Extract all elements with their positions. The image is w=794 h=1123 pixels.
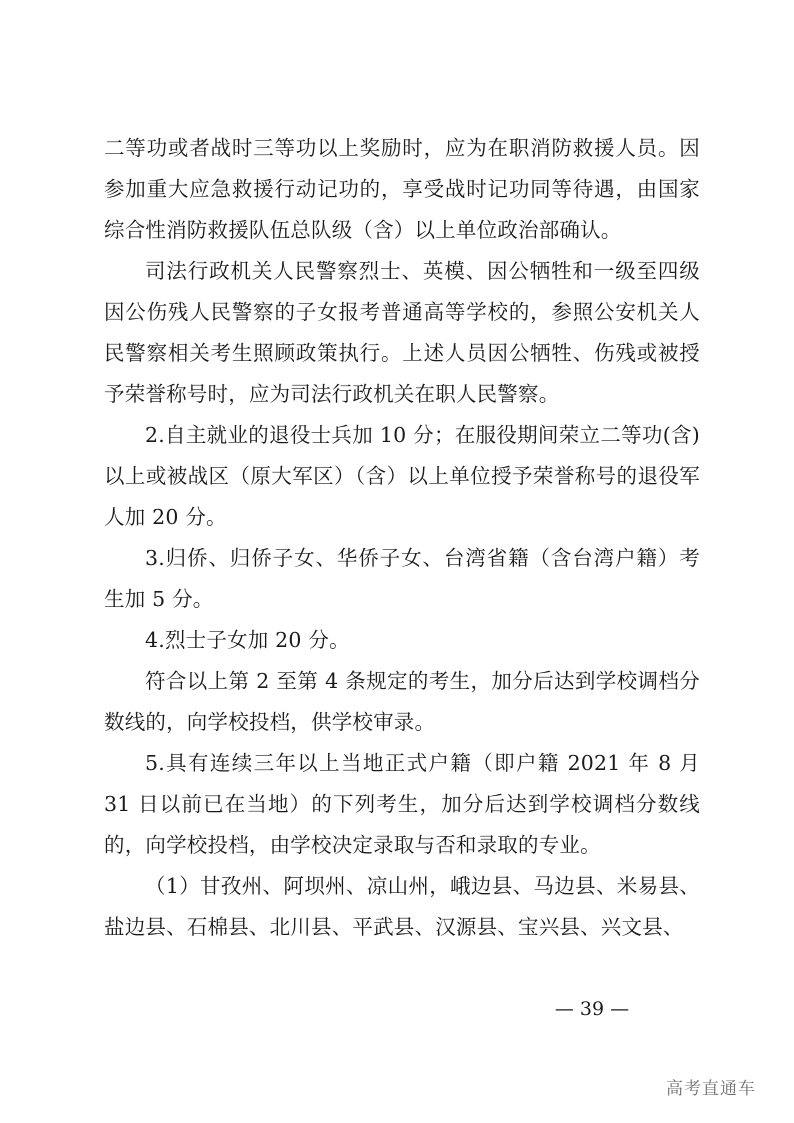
paragraph-7: 5.具有连续三年以上当地正式户籍（即户籍 2021 年 8 月 31 日以前已在当地）的下列考生，加分后达到学校调档分数线的，向学校投档，由学校决定录取与否和录取的专业。: [104, 751, 700, 857]
paragraph-5: 4.烈士子女加 20 分。: [145, 628, 350, 652]
paragraph-4: 3.归侨、归侨子女、华侨子女、台湾省籍（含台湾户籍）考生加 5 分。: [104, 546, 700, 611]
page-body-text: [104, 128, 700, 948]
paragraph-3: 2.自主就业的退役士兵加 10 分；在服役期间荣立二等功(含)以上或被战区（原大军区）（含）以上单位授予荣誉称号的退役军人加 20 分。: [104, 423, 700, 529]
paragraph-1: 二等功或者战时三等功以上奖励时，应为在职消防救援人员。因参加重大应急救援行动记功的，享受战时记功同等待遇，由国家综合性消防救援队伍总队级（含）以上单位政治部确认。: [104, 136, 700, 242]
paragraph-6: 符合以上第 2 至第 4 条规定的考生，加分后达到学校调档分数线的，向学校投档，供学校审录。: [104, 669, 700, 734]
page-number: [0, 998, 794, 1020]
paragraph-8: （1）甘孜州、阿坝州、凉山州，峨边县、马边县、米易县、盐边县、石棉县、北川县、平武县、汉源县、宝兴县、兴文县、: [104, 874, 700, 939]
page-number-value: — 39 —: [554, 998, 630, 1020]
paragraph-2: 司法行政机关人民警察烈士、英模、因公牺牲和一级至四级因公伤残人民警察的子女报考普通高等学校的，参照公安机关人民警察相关考生照顾政策执行。上述人员因公牺牲、伤残或被授予荣誉称号时，应为司法行政机关在职人民警察。: [104, 259, 700, 406]
watermark-label: 高考直通车: [666, 1079, 756, 1099]
